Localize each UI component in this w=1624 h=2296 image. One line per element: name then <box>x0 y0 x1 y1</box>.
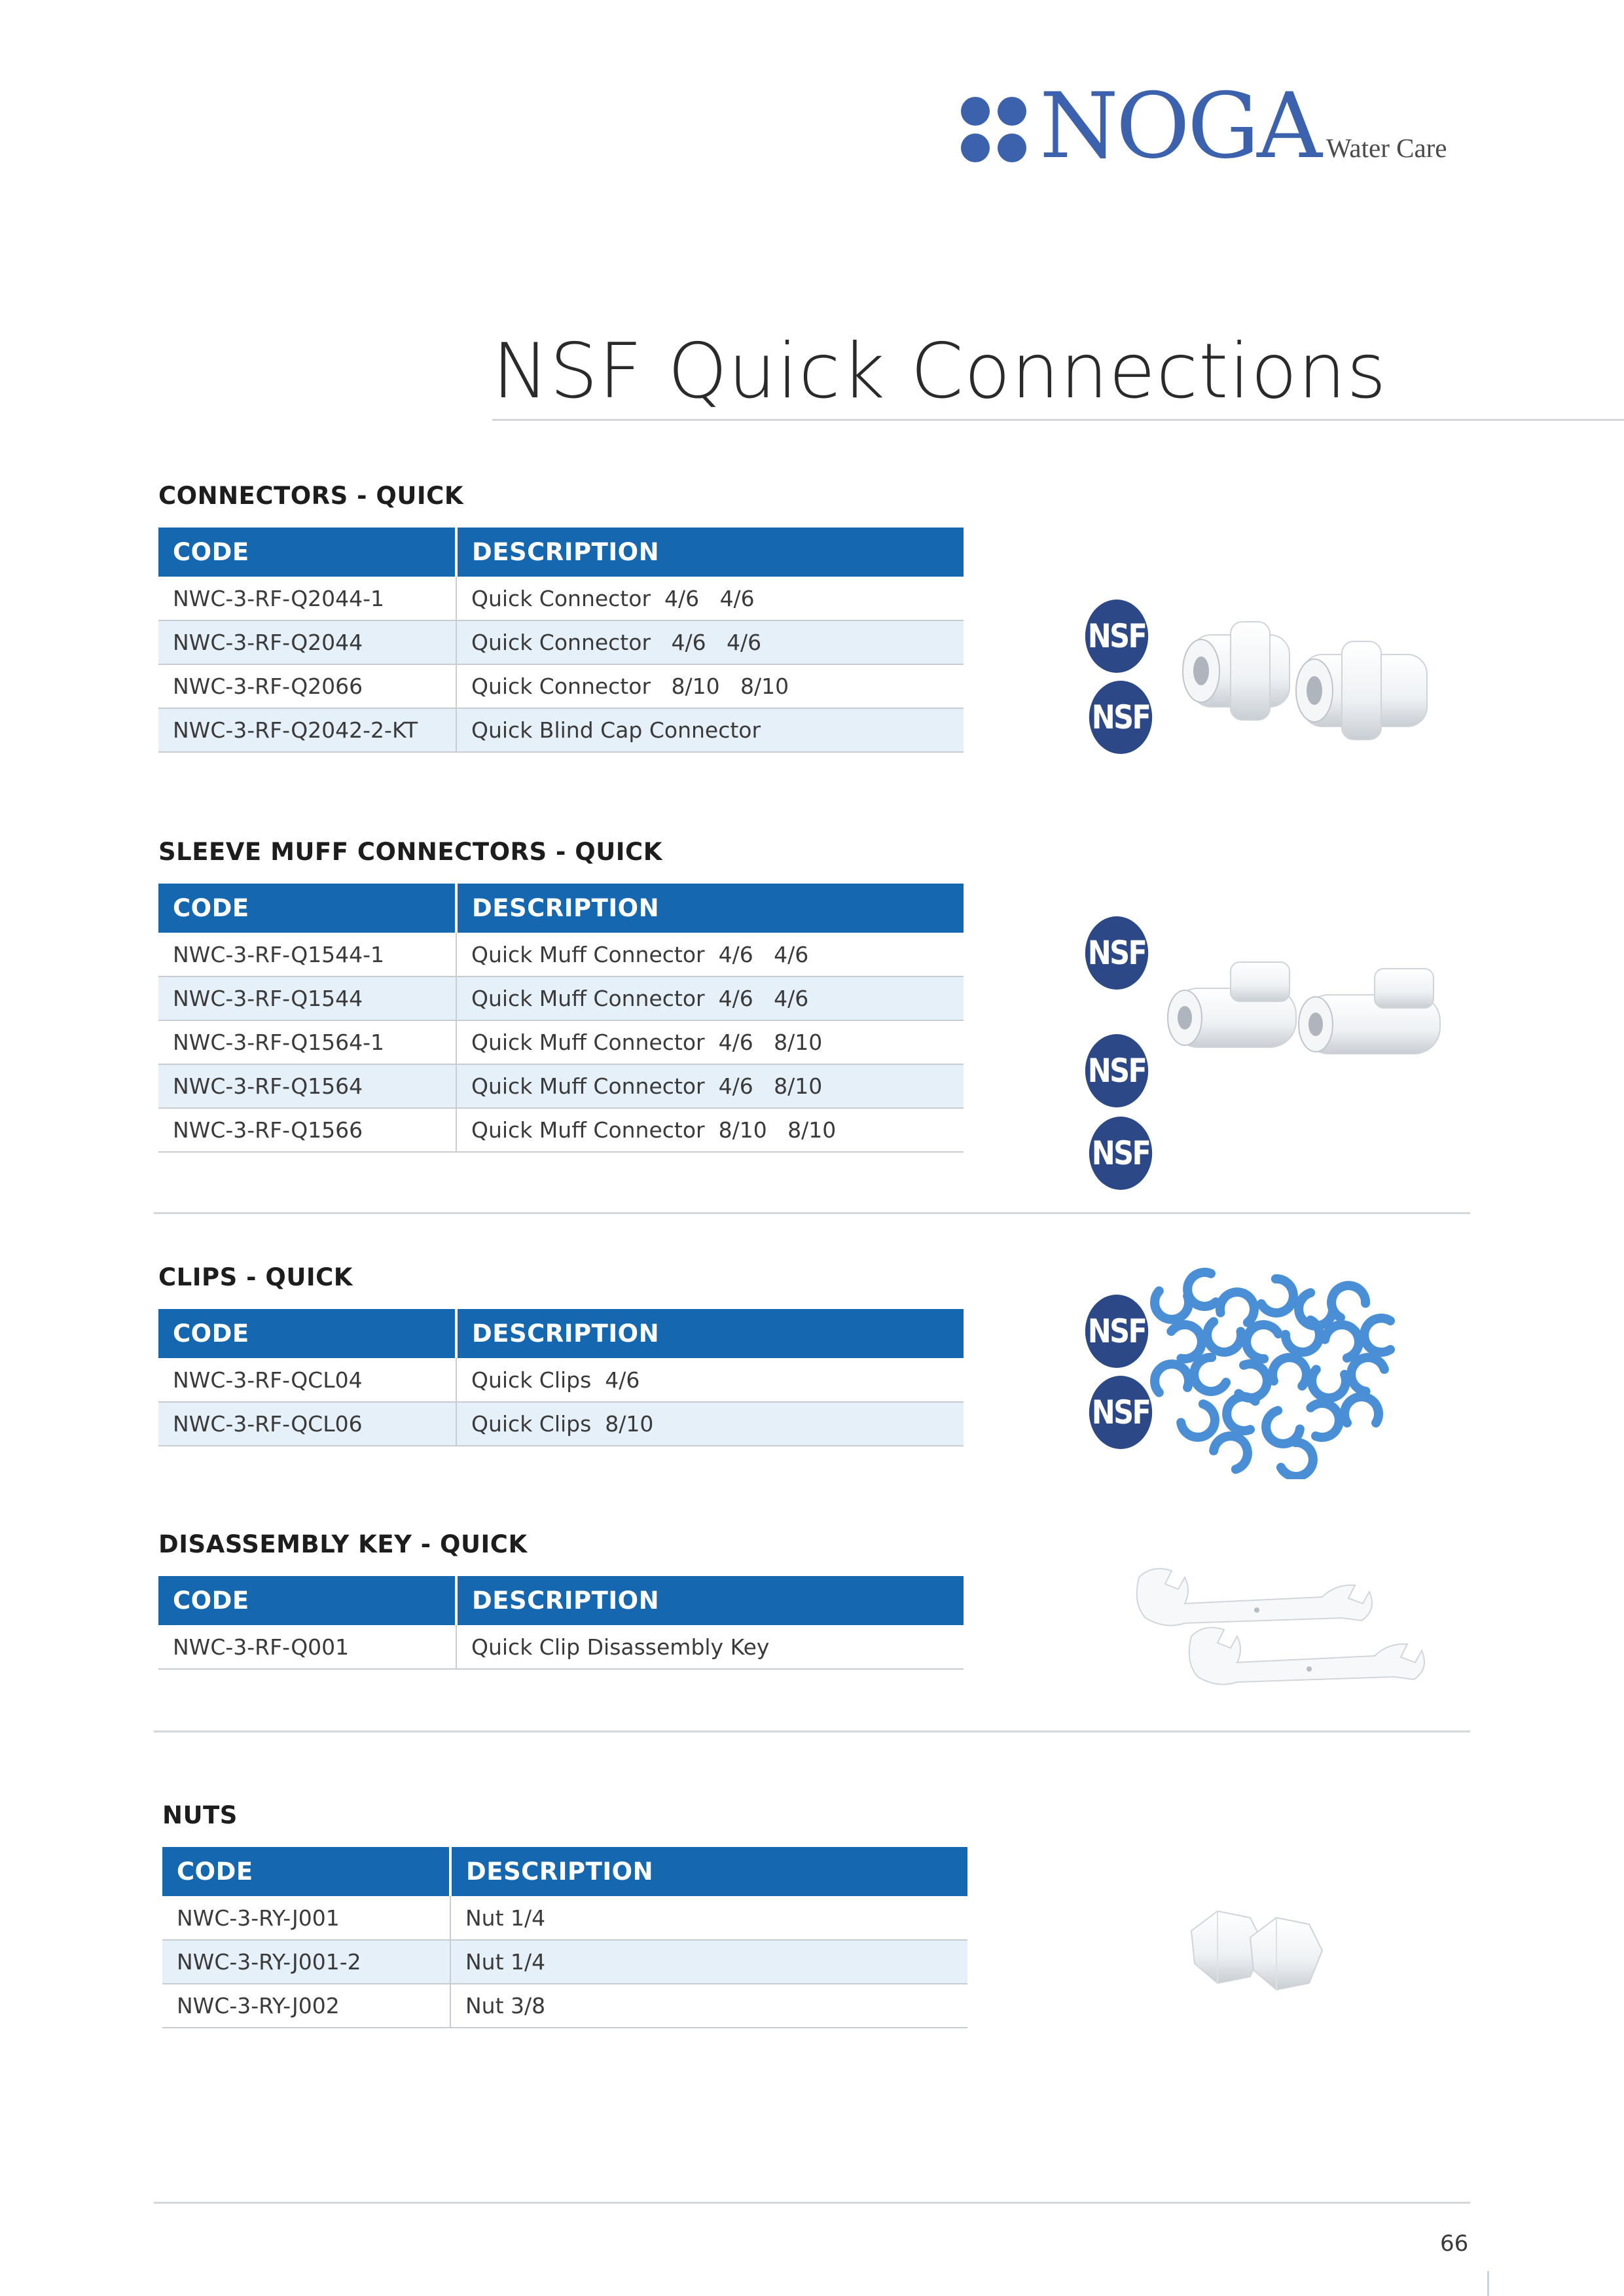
section-sleeve-muff <box>158 838 970 1153</box>
code-cell: NWC-3-RF-Q1564-1 <box>158 1020 456 1064</box>
section-connectors <box>158 482 970 753</box>
code-cell: NWC-3-RF-Q2044-1 <box>158 577 456 620</box>
section-disassembly-key <box>158 1530 970 1670</box>
logo-brand: NOGA <box>1039 73 1320 179</box>
table-row <box>158 933 964 977</box>
description-cell: Nut 1/4 <box>450 1896 967 1940</box>
clip-shape <box>1218 1287 1259 1323</box>
description-header: DESCRIPTION <box>456 1576 964 1625</box>
code-cell: NWC-3-RY-J002 <box>162 1984 450 2028</box>
code-cell: NWC-3-RF-Q2044 <box>158 620 456 664</box>
clip-shape <box>1212 1429 1254 1471</box>
description-cell: Quick Muff Connector 4/6 4/6 <box>456 933 964 977</box>
clip-shape <box>1271 1355 1309 1386</box>
connectors-table <box>158 528 964 753</box>
logo-subtitle: Water Care <box>1326 133 1447 163</box>
clip-shape <box>1326 1280 1368 1319</box>
nsf-badge: NSF <box>1085 916 1148 990</box>
table-row <box>162 1896 967 1940</box>
clip-shape <box>1364 1318 1390 1352</box>
description-cell: Nut 3/8 <box>450 1984 967 2028</box>
description-header: DESCRIPTION <box>456 884 964 933</box>
sleeve-muff-table <box>158 884 964 1153</box>
section-title: SLEEVE MUFF CONNECTORS - QUICK <box>158 838 662 866</box>
page-number: 66 <box>1440 2231 1469 2257</box>
table-row <box>158 708 964 752</box>
table-row <box>162 1984 967 2028</box>
section-divider <box>154 1212 1470 1214</box>
code-header: CODE <box>158 1309 456 1358</box>
code-cell: NWC-3-RF-Q2066 <box>158 664 456 708</box>
table-row <box>158 620 964 664</box>
clips-table <box>158 1309 964 1446</box>
code-cell: NWC-3-RY-J001-2 <box>162 1940 450 1984</box>
section-title: CONNECTORS - QUICK <box>158 482 464 510</box>
description-cell: Quick Connector 4/6 4/6 <box>456 620 964 664</box>
description-cell: Quick Clips 4/6 <box>456 1358 964 1402</box>
section-title: NUTS <box>162 1801 238 1829</box>
clip-shape <box>1170 1320 1206 1361</box>
disassembly-key-table <box>158 1576 964 1670</box>
description-cell: Quick Connector 4/6 4/6 <box>456 577 964 620</box>
quick-clips-image <box>1132 1263 1420 1479</box>
clip-shape <box>1188 1355 1228 1397</box>
nsf-badge: NSF <box>1089 681 1152 754</box>
section-divider <box>154 1731 1470 1732</box>
section-nuts <box>162 1801 974 2028</box>
footer-divider <box>154 2202 1470 2204</box>
description-header: DESCRIPTION <box>456 1309 964 1358</box>
code-cell: NWC-3-RY-J001 <box>162 1896 450 1940</box>
sleeve-muff-connector-image <box>1159 949 1473 1080</box>
table-row <box>158 577 964 620</box>
table-row <box>158 1108 964 1152</box>
description-cell: Quick Clips 8/10 <box>456 1402 964 1446</box>
nuts-image <box>1178 1898 1388 2003</box>
table-row <box>158 1402 964 1446</box>
table-row <box>158 664 964 708</box>
clip-shape <box>1185 1271 1216 1309</box>
table-row <box>158 1358 964 1402</box>
logo-dots-icon <box>961 97 1033 169</box>
clip-shape <box>1310 1401 1342 1439</box>
description-header: DESCRIPTION <box>456 528 964 577</box>
description-cell: Nut 1/4 <box>450 1940 967 1984</box>
code-cell: NWC-3-RF-Q1564 <box>158 1064 456 1108</box>
table-row <box>158 1064 964 1108</box>
nsf-badge: NSF <box>1089 1117 1152 1190</box>
nsf-badge: NSF <box>1089 1376 1152 1449</box>
nsf-badge: NSF <box>1085 600 1148 673</box>
quick-connector-image <box>1172 602 1473 753</box>
clip-shape <box>1224 1394 1255 1432</box>
description-cell: Quick Clip Disassembly Key <box>456 1625 964 1669</box>
table-row <box>158 977 964 1020</box>
code-header: CODE <box>158 884 456 933</box>
table-row <box>162 1940 967 1984</box>
code-cell: NWC-3-RF-Q1544-1 <box>158 933 456 977</box>
section-title: CLIPS - QUICK <box>158 1263 353 1291</box>
code-cell: NWC-3-RF-Q1544 <box>158 977 456 1020</box>
page-title: NSF Quick Connections <box>492 327 1387 416</box>
clip-shape <box>1152 1361 1190 1393</box>
code-header: CODE <box>158 528 456 577</box>
nuts-table <box>162 1847 967 2028</box>
disassembly-key-image <box>1126 1558 1440 1689</box>
code-cell: NWC-3-RF-QCL06 <box>158 1402 456 1446</box>
clip-shape <box>1202 1321 1243 1357</box>
nsf-badge: NSF <box>1085 1034 1148 1107</box>
table-row <box>158 1020 964 1064</box>
section-clips <box>158 1263 970 1446</box>
section-title: DISASSEMBLY KEY - QUICK <box>158 1530 528 1558</box>
page-edge-marker <box>1487 2271 1489 2296</box>
clip-shape <box>1309 1369 1347 1401</box>
description-cell: Quick Muff Connector 4/6 4/6 <box>456 977 964 1020</box>
clip-shape <box>1344 1397 1379 1423</box>
code-cell: NWC-3-RF-QCL04 <box>158 1358 456 1402</box>
description-cell: Quick Blind Cap Connector <box>456 708 964 752</box>
description-cell: Quick Muff Connector 8/10 8/10 <box>456 1108 964 1152</box>
description-header: DESCRIPTION <box>450 1847 967 1896</box>
code-cell: NWC-3-RF-Q1566 <box>158 1108 456 1152</box>
clip-shape <box>1260 1276 1300 1319</box>
code-header: CODE <box>162 1847 450 1896</box>
code-header: CODE <box>158 1576 456 1625</box>
nsf-badge: NSF <box>1085 1295 1148 1368</box>
description-cell: Quick Muff Connector 4/6 8/10 <box>456 1020 964 1064</box>
table-row <box>158 1625 964 1669</box>
description-cell: Quick Connector 8/10 8/10 <box>456 664 964 708</box>
code-cell: NWC-3-RF-Q001 <box>158 1625 456 1669</box>
code-cell: NWC-3-RF-Q2042-2-KT <box>158 708 456 752</box>
description-cell: Quick Muff Connector 4/6 8/10 <box>456 1064 964 1108</box>
title-divider <box>492 419 1624 421</box>
